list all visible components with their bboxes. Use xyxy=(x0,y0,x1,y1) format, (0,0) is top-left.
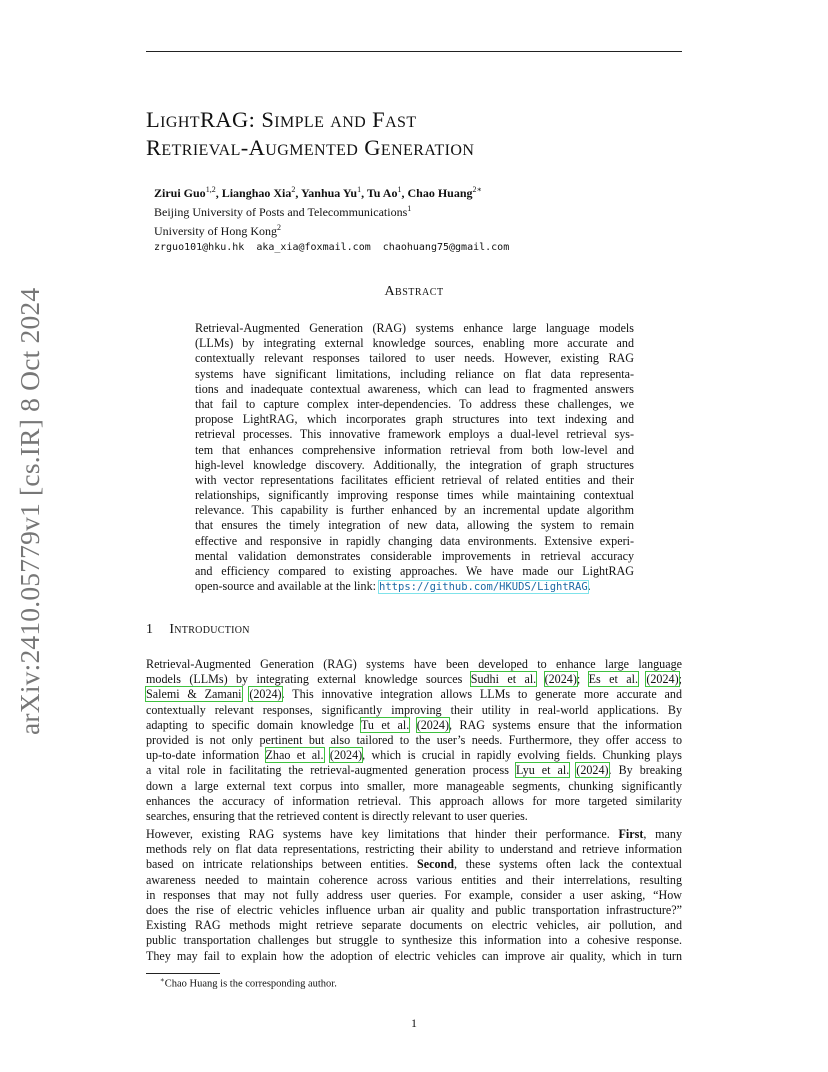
abstract-line: systems have significant limitations, including reliance on flat data representa- xyxy=(195,366,634,381)
citation-link[interactable]: (2024) xyxy=(249,687,282,702)
text-run: a vital role in facilitating the retrieval-augmented generation process xyxy=(146,763,516,778)
paper-title xyxy=(146,106,474,162)
text-run: , RAG systems ensure that the information xyxy=(448,717,682,732)
intro-paragraph-1 xyxy=(146,657,682,824)
text-run xyxy=(536,672,544,686)
text-line: Retrieval-Augmented Generation (RAG) systems have been developed to enhance large language xyxy=(146,657,682,671)
abstract-line: mental validation demonstrates considerable improvements in retrieval accuracy xyxy=(195,548,634,563)
text-line xyxy=(146,857,682,872)
affiliation-sup: 1 xyxy=(407,204,412,213)
author-name: Tu Ao xyxy=(366,186,398,200)
text-run: ; xyxy=(576,672,589,687)
affiliation-text: University of Hong Kong xyxy=(154,224,277,238)
text-line: searches, ensuring that the retrieved content is directly relevant to user queries. xyxy=(146,808,528,823)
text-run: , which is crucial in rapidly evolving fields. Chunking plays xyxy=(362,748,683,763)
text-run xyxy=(409,718,416,732)
section-heading xyxy=(146,622,250,638)
abstract-text: . xyxy=(587,579,591,594)
author-names: Zirui Guo$^{1,2}$, Lianghao Xia$^2$, Yanhua Yu$^1$, Tu Ao$^1$, Chao Huang$^{2∗}$ xyxy=(154,185,482,200)
author-name: Chao Huang xyxy=(407,186,473,200)
text-run: , these systems often lack the contextual xyxy=(453,857,683,872)
page-number: 1 xyxy=(411,1016,417,1030)
author-name: Zirui Guo xyxy=(154,186,206,200)
author-block xyxy=(154,182,509,255)
abstract-line: propose LightRAG, which incorporates graph structures into text indexing and xyxy=(195,412,634,427)
abstract-line: with vector representations facilitates efficient retrieval of related entities and their xyxy=(195,472,634,487)
abstract-line: relationships, significantly improving response times while maintaining contextual xyxy=(195,488,634,503)
title-line-1: LightRAG: Simple and Fast xyxy=(146,107,417,132)
text-line: does the rise of electric vehicles influence urban air quality and public transportation infrastructure?” xyxy=(146,902,682,917)
bold-keyword: First xyxy=(618,827,644,841)
author-sup: 2 xyxy=(291,185,296,194)
citation-link[interactable]: (2024) xyxy=(329,748,363,763)
text-line: contextually relevant responses, significantly improving their utility in real-world applications. By xyxy=(146,702,682,717)
author-sup: 1 xyxy=(357,185,362,194)
author-emails: zrguo101@hku.hk aka_xia@foxmail.com chaohuang75@gmail.com xyxy=(154,242,510,253)
text-line: down a large external text corpus into smaller, more manageable segments, chunking significantly xyxy=(146,778,682,793)
text-line: public transportation challenges but struggle to synthesize this information into a cohesive response. xyxy=(146,933,682,948)
author-name: Yanhua Yu xyxy=(300,186,358,200)
text-line xyxy=(146,687,682,702)
citation-link[interactable]: Sudhi et al. xyxy=(470,672,537,687)
text-run: up-to-date information xyxy=(146,748,266,763)
abstract-line: high-level knowledge discovery. Additionally, the integration of graph structures xyxy=(195,457,634,472)
author-name: Lianghao Xia xyxy=(221,186,292,200)
section-title: Introduction xyxy=(169,622,250,637)
abstract-text: open-source and available at the link: xyxy=(195,579,380,594)
citation-link[interactable]: (2024) xyxy=(576,763,609,778)
text-line: provided is not only pertinent but also tailored to the user’s needs. Furthermore, they offer access to xyxy=(146,732,682,747)
bold-keyword: Second xyxy=(417,857,454,872)
citation-link[interactable]: Zhao et al. xyxy=(265,748,324,763)
text-run: adapting to specific domain knowledge xyxy=(146,717,361,732)
text-line: enhances the accuracy of information retrieval. This approach allows for more targeted similarity xyxy=(146,793,682,808)
abstract-line: (LLMs) by integrating external knowledge sources, enabling more accurate and xyxy=(195,336,634,351)
text-run: based on intricate relationships between entities. xyxy=(146,857,418,872)
affiliation-sup: 2 xyxy=(277,223,281,232)
abstract-line: relevance. This capability is further enhanced by an incremental update algorithm xyxy=(195,503,634,518)
header-rule xyxy=(146,51,682,52)
title-line-2: Retrieval-Augmented Generation xyxy=(146,135,475,160)
text-run xyxy=(324,748,330,762)
abstract-body xyxy=(195,321,634,594)
abstract-heading: Abstract xyxy=(384,284,444,299)
intro-paragraph-2 xyxy=(146,827,682,964)
arxiv-identifier: arXiv:2410.05779v1 [cs.IR] 8 Oct 2024 xyxy=(14,287,45,735)
text-line xyxy=(146,672,682,687)
footnote-marker: ∗ xyxy=(160,976,165,984)
citation-link[interactable]: Salemi & Zamani xyxy=(146,687,242,702)
text-line: They may fail to explain how the adoption of electric vehicles can improve air quality, which in turn xyxy=(146,948,682,963)
citation-link[interactable]: (2024) xyxy=(416,717,449,732)
abstract-line: Retrieval-Augmented Generation (RAG) systems enhance large language models xyxy=(195,321,634,335)
text-run: , many xyxy=(643,827,682,841)
text-run: ; xyxy=(678,672,682,687)
citation-link[interactable]: (2024) xyxy=(646,672,679,687)
text-line: in responses that may not fully address user queries. For example, consider a user asking, “How xyxy=(146,887,682,902)
footnote-text: Chao Huang is the corresponding author. xyxy=(164,978,337,990)
citation-link[interactable]: Lyu et al. xyxy=(515,763,570,778)
abstract-line: contextually relevant responses tailored to user needs. However, existing RAG xyxy=(195,351,634,366)
section-number: 1 xyxy=(146,622,154,637)
author-sup: 1 xyxy=(397,185,402,194)
affiliation xyxy=(154,220,509,239)
text-line xyxy=(146,763,682,778)
text-run: . By breaking xyxy=(608,763,683,778)
affiliation xyxy=(154,201,509,220)
text-line xyxy=(146,718,682,733)
github-link[interactable]: https://github.com/HKUDS/LightRAG xyxy=(379,581,588,594)
abstract-line: effective and responsive in rapidly changing data environments. Extensive experi- xyxy=(195,533,634,548)
citation-link[interactable]: (2024) xyxy=(544,672,577,687)
abstract-line: retrieval processes. This innovative framework employs a dual-level retrieval sys- xyxy=(195,427,634,442)
author-sup: 1,2 xyxy=(205,185,216,194)
text-line: Existing RAG methods might retrieve separate documents on electric vehicles, air pollution, and xyxy=(146,918,682,933)
abstract-line: tions and inadequate contextual awareness, which can lead to fragmented answers xyxy=(195,381,634,396)
citation-link[interactable]: Tu et al. xyxy=(360,717,410,732)
abstract-line: that ensures the timely integration of new data, allowing the system to remain xyxy=(195,518,634,533)
text-line xyxy=(146,827,682,842)
citation-link[interactable]: Es et al. xyxy=(588,672,638,687)
footnote-rule xyxy=(146,973,220,974)
text-run: However, existing RAG systems have key limitations that hinder their performance. xyxy=(146,827,619,841)
text-line: methods rely on flat data representations, restricting their ability to understand and retrieve information xyxy=(146,842,682,857)
abstract-line: and efficiency compared to existing approaches. We have made our LightRAG xyxy=(195,564,634,578)
text-line xyxy=(146,748,682,763)
abstract-line xyxy=(195,579,634,594)
abstract-line: tem that enhances comprehensive information retrieval from both low-level and xyxy=(195,442,634,457)
abstract-line: that fail to capture complex inter-dependencies. To address these challenges, we xyxy=(195,396,634,411)
text-run: . This innovative integration allows LLMs to generate more accurate and xyxy=(281,687,683,702)
footnote xyxy=(160,976,337,990)
text-line: awareness needed to maintain coherence across various entities and their interrelations, resulting xyxy=(146,872,682,887)
affiliation-text: Beijing University of Posts and Telecommunications xyxy=(154,205,408,219)
text-run: models (LLMs) by integrating external knowledge sources xyxy=(146,672,471,687)
author-sup: 2∗ xyxy=(472,185,482,194)
